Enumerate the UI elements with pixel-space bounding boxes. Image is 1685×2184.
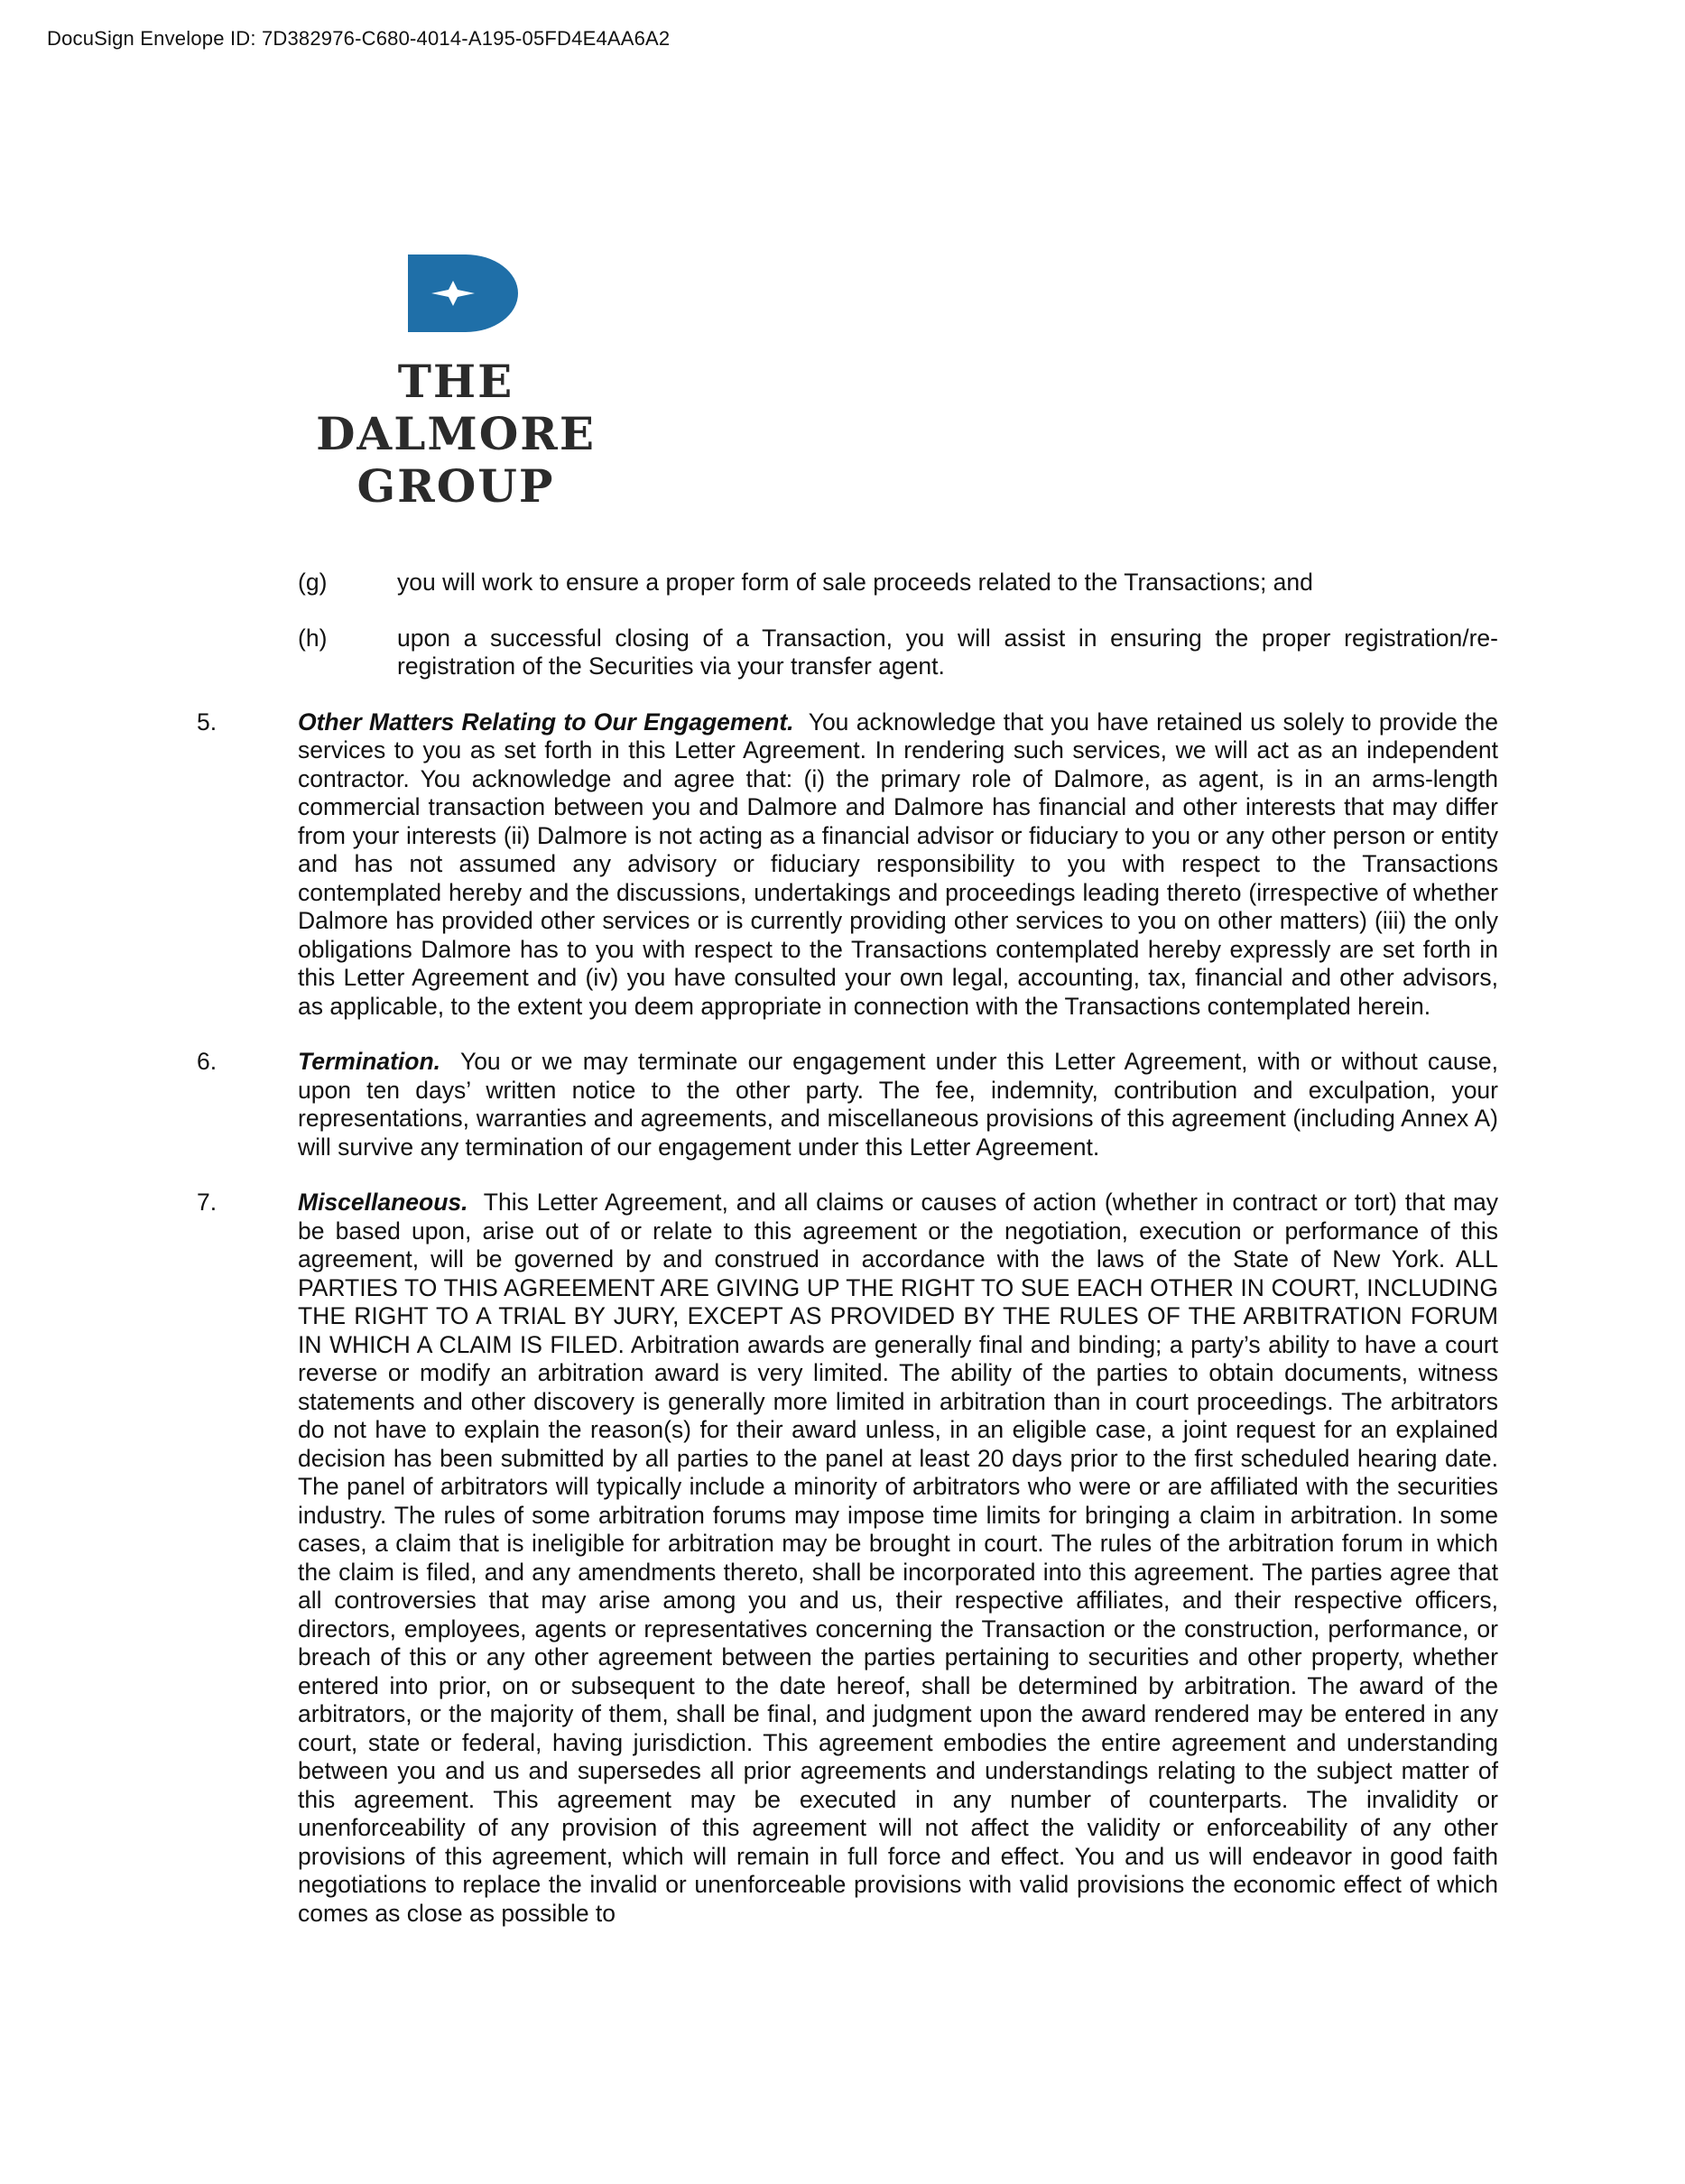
subitem-text: you will work to ensure a proper form of sale proceeds related to the Transactions; and bbox=[397, 569, 1313, 596]
dalmore-d-icon bbox=[408, 254, 518, 332]
section-6 bbox=[181, 1048, 1498, 1161]
section-body: You acknowledge that you have retained us solely to provide the services to you as set forth in this Letter Agreement. In rendering such services, we will act as an independent contractor. You acknowledge and agree that: (i) the primary role of Dalmore, as agent, is in an arms-length commercial transaction between you and Dalmore and Dalmore has financial and other interests that may differ from your interests (ii) Dalmore is not acting as a financial advisor or fiduciary to you or any other person or entity and has not assumed any advisory or fiduciary responsibility to you with respect to the Transactions contemplated hereby and the discussions, undertakings and proceedings leading thereto (irrespective of whether Dalmore has provided other services or is currently providing other services to you on other matters) (iii) the only obligations Dalmore has to you with respect to the Transactions contemplated hereby expressly are set forth in this Letter Agreement and (iv) you have consulted your own legal, accounting, tax, financial and other advisors, as applicable, to the extent you deem appropriate in connection with the Transactions contemplated herein. bbox=[298, 708, 1498, 1020]
subitem-h bbox=[181, 625, 1498, 681]
subitem-text: upon a successful closing of a Transaction, you will assist in ensuring the proper registration/re-registration of the Securities via your transfer agent. bbox=[397, 624, 1498, 680]
envelope-id: DocuSign Envelope ID: 7D382976-C680-4014-A195-05FD4E4AA6A2 bbox=[47, 27, 671, 50]
section-heading: Termination. bbox=[298, 1048, 441, 1075]
section-number: 7. bbox=[197, 1189, 218, 1216]
subitem-label: (h) bbox=[298, 624, 328, 652]
logo-line-1: THE bbox=[397, 355, 514, 408]
dalmore-logo bbox=[298, 254, 614, 516]
section-number: 6. bbox=[197, 1048, 218, 1075]
section-number: 5. bbox=[197, 708, 218, 736]
logo-line-3: GROUP bbox=[356, 459, 555, 513]
logo-line-2: DALMORE bbox=[316, 407, 596, 460]
subitem-g bbox=[181, 569, 1498, 597]
section-body: You or we may terminate our engagement under this Letter Agreement, with or without cause, upon ten days’ written notice to the other party. The fee, indemnity, contribution and exculpation, your representations, warranties and agreements, and miscellaneous provisions of this agreement (including Annex A) will survive any termination of our engagement under this Letter Agreement. bbox=[298, 1048, 1499, 1161]
section-5 bbox=[181, 708, 1498, 1022]
section-heading: Miscellaneous. bbox=[298, 1189, 468, 1216]
subitem-label: (g) bbox=[298, 569, 328, 596]
section-heading: Other Matters Relating to Our Engagement. bbox=[298, 708, 794, 736]
section-7 bbox=[181, 1189, 1498, 1928]
logo-wordmark bbox=[298, 356, 614, 513]
letter-body bbox=[181, 569, 1498, 1955]
section-body: This Letter Agreement, and all claims or causes of action (whether in contract or tort) that may be based upon, arise out of or relate to this agreement or the negotiation, execution or performance of this agreement, will be governed by and construed in accordance with the laws of the State of New York. ALL PARTIES TO THIS AGREEMENT ARE GIVING UP THE RIGHT TO SUE EACH OTHER IN COURT, INCLUDING THE RIGHT TO A TRIAL BY JURY, EXCEPT AS PROVIDED BY THE RULES OF THE ARBITRATION FORUM IN WHICH A CLAIM IS FILED. Arbitration awards are generally final and binding; a party’s ability to have a court reverse or modify an arbitration award is very limited. The ability of the parties to obtain documents, witness statements and other discovery is generally more limited in arbitration than in court proceedings. The arbitrators do not have to explain the reason(s) for their award unless, in an eligible case, a joint request for an explained decision has been submitted by all parties to the panel at least 20 days prior to the first scheduled hearing date. The panel of arbitrators will typically include a minority of arbitrators who were or are affiliated with the securities industry. The rules of some arbitration forums may impose time limits for bringing a claim in arbitration. In some cases, a claim that is ineligible for arbitration may be brought in court. The rules of the arbitration forum in which the claim is filed, and any amendments thereto, shall be incorporated into this agreement. The parties agree that all controversies that may arise among you and us, their respective affiliates, and their respective officers, directors, employees, agents or representatives concerning the Transaction or the construction, performance, or breach of this or any other agreement between the parties pertaining to securities and other property, whether entered into prior, on or subsequent to the date hereof, shall be determined by arbitration. The award of the arbitrators, or the majority of them, shall be final, and judgment upon the award rendered may be entered in any court, state or federal, having jurisdiction. This agreement embodies the entire agreement and understanding between you and us and supersedes all prior agreements and understandings relating to the subject matter of this agreement. This agreement may be executed in any number of counterparts. The invalidity or unenforceability of any provision of this agreement will not affect the validity or enforceability of any other provisions of this agreement, which will remain in full force and effect. You and us will endeavor in good faith negotiations to replace the invalid or unenforceable provisions with valid provisions the economic effect of which comes as close as possible to bbox=[298, 1189, 1498, 1927]
